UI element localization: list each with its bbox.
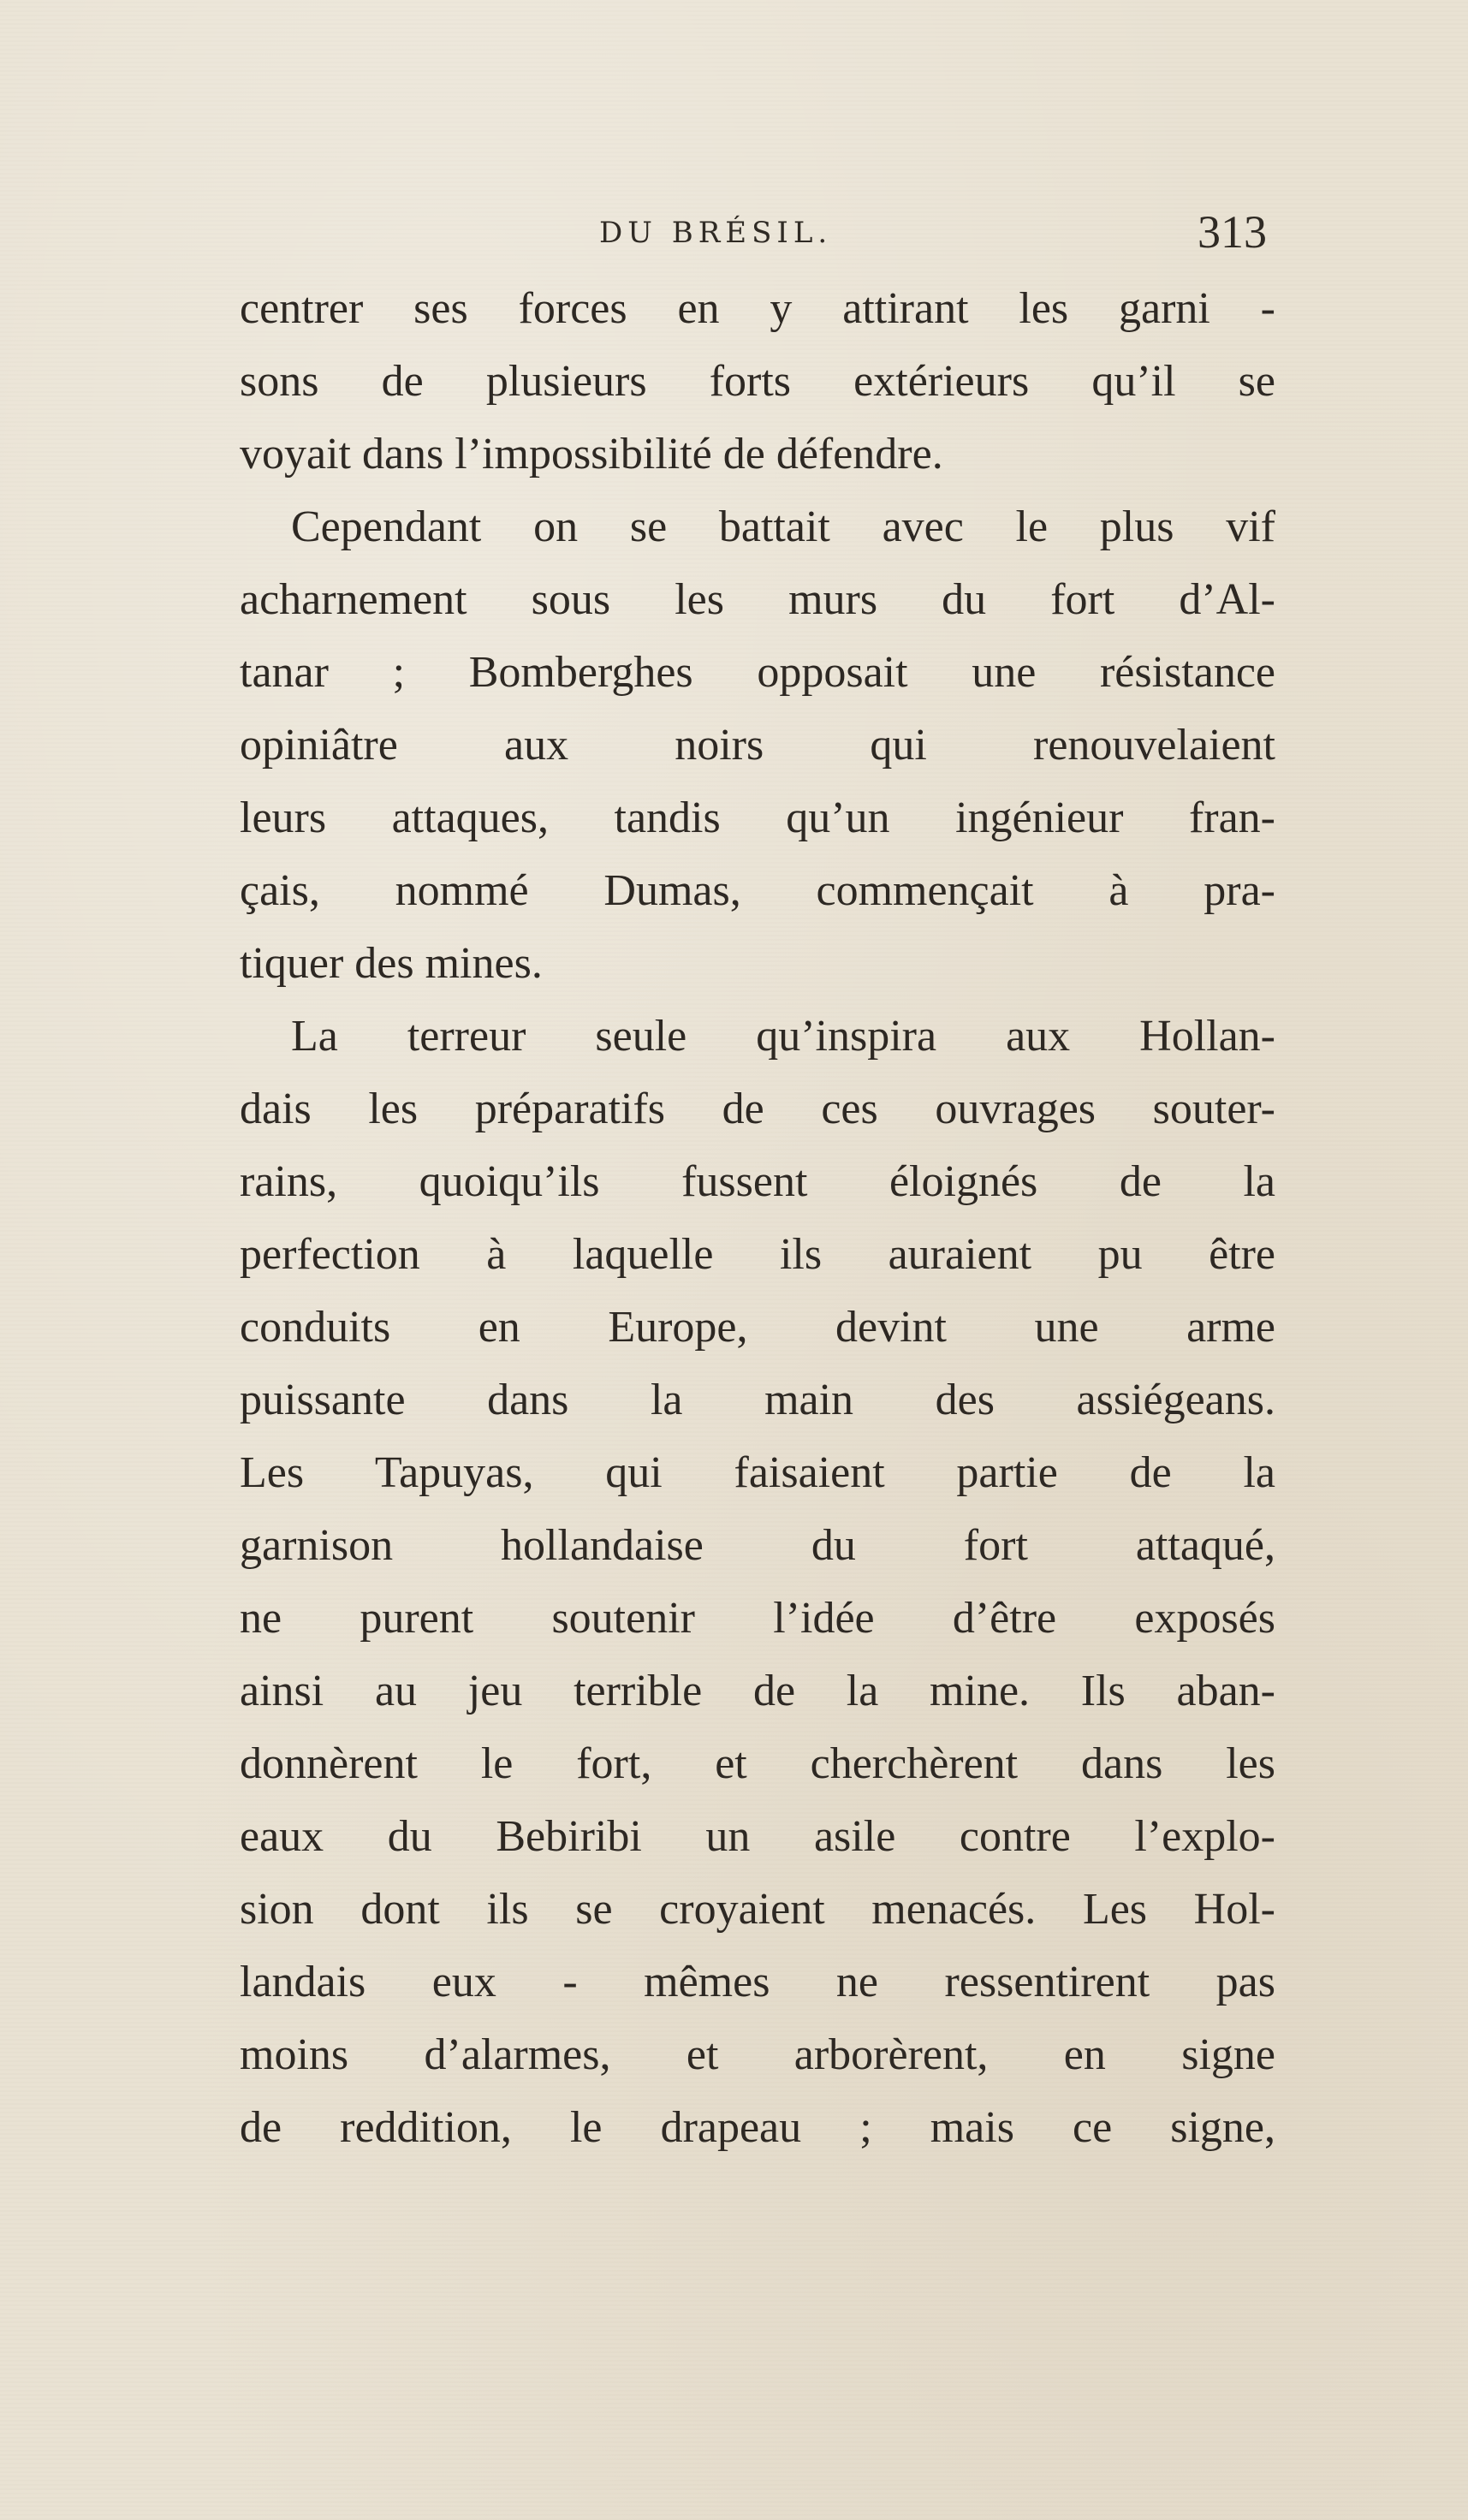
- text-line: de reddition, le drapeau ; mais ce signe,: [240, 2103, 1275, 2152]
- running-title: DU BRÉSIL.: [599, 216, 833, 250]
- text-line: tanar ; Bomberghes opposait une résistance: [240, 648, 1275, 697]
- text-line: Les Tapuyas, qui faisaient partie de la: [240, 1448, 1275, 1497]
- text-line: perfection à laquelle ils auraient pu être: [240, 1230, 1275, 1279]
- text-line: ainsi au jeu terrible de la mine. Ils aban-: [240, 1667, 1275, 1715]
- text-line: centrer ses forces en y attirant les garni -: [240, 284, 1275, 333]
- text-line: eaux du Bebiribi un asile contre l’explo-: [240, 1812, 1275, 1861]
- body-text: [240, 272, 1275, 2164]
- text-line: garnison hollandaise du fort attaqué,: [240, 1521, 1275, 1570]
- text-line: rains, quoiqu’ils fussent éloignés de la: [240, 1157, 1275, 1206]
- text-line: donnèrent le fort, et cherchèrent dans les: [240, 1739, 1275, 1788]
- text-line: ne purent soutenir l’idée d’être exposés: [240, 1594, 1275, 1643]
- text-line: Cependant on se battait avec le plus vif: [291, 502, 1275, 551]
- text-line: La terreur seule qu’inspira aux Hollan-: [291, 1012, 1275, 1061]
- text-line: puissante dans la main des assiégeans.: [240, 1376, 1275, 1424]
- text-line: conduits en Europe, devint une arme: [240, 1303, 1275, 1352]
- text-line: leurs attaques, tandis qu’un ingénieur fran-: [240, 793, 1275, 842]
- page-number: 313: [1198, 206, 1267, 258]
- text-line: sion dont ils se croyaient menacés. Les Hol-: [240, 1885, 1275, 1934]
- text-line: landais eux - mêmes ne ressentirent pas: [240, 1958, 1275, 2006]
- text-line: moins d’alarmes, et arborèrent, en signe: [240, 2030, 1275, 2079]
- text-line: dais les préparatifs de ces ouvrages souter-: [240, 1085, 1275, 1133]
- text-line: tiquer des mines.: [240, 939, 543, 988]
- running-head: [240, 205, 1267, 265]
- text-line: voyait dans l’impossibilité de défendre.: [240, 430, 943, 478]
- text-line: çais, nommé Dumas, commençait à pra-: [240, 866, 1275, 915]
- text-line: opiniâtre aux noirs qui renouvelaient: [240, 721, 1275, 770]
- text-line: sons de plusieurs forts extérieurs qu’il se: [240, 357, 1275, 406]
- text-line: acharnement sous les murs du fort d’Al-: [240, 575, 1275, 624]
